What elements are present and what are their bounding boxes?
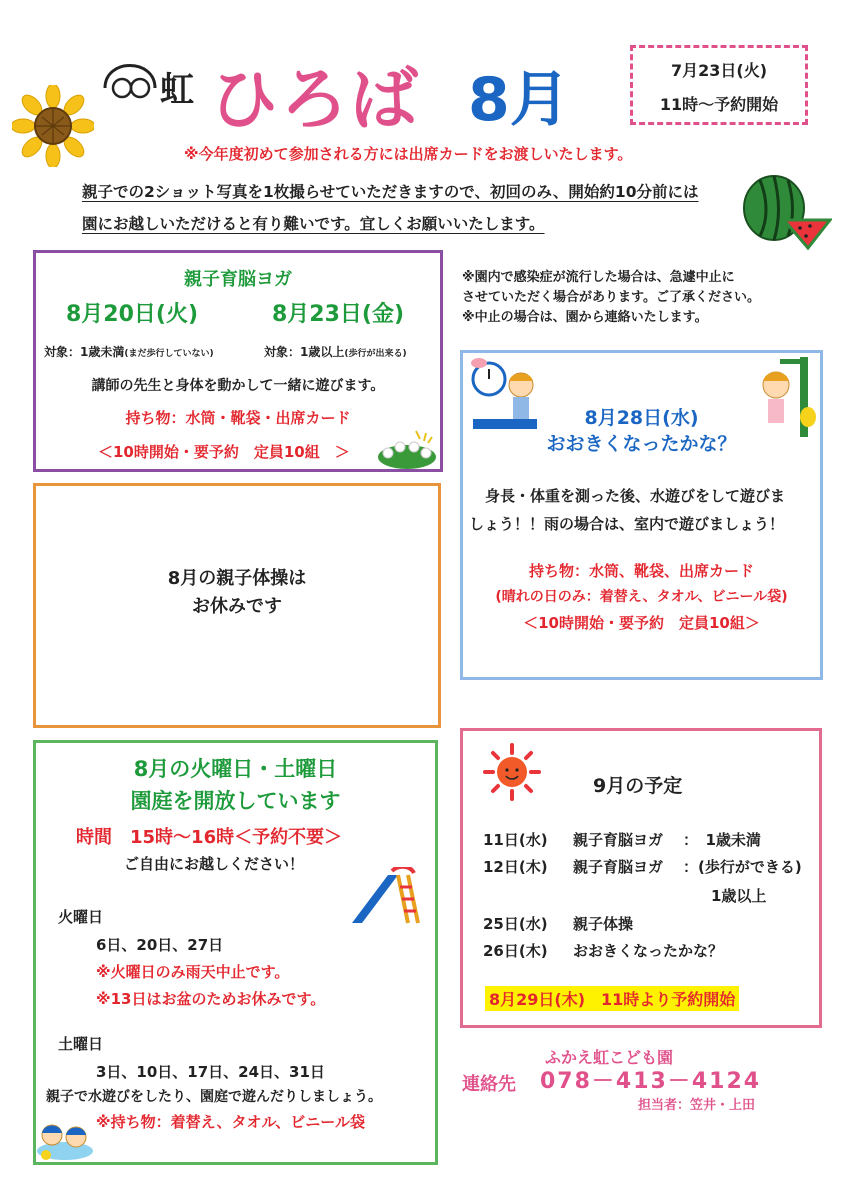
growth-check-section bbox=[460, 350, 823, 680]
header bbox=[0, 0, 848, 140]
schedule-event: おおきくなったかな？ bbox=[573, 942, 724, 960]
schedule-event: 親子体操 bbox=[573, 915, 634, 933]
saturday-label: 土曜日 bbox=[58, 1035, 104, 1053]
reservation-date: 7月23日(火) bbox=[670, 61, 768, 80]
saturday-description: 親子で水遊びをしたり、園庭で遊んだりしましょう。 bbox=[46, 1089, 382, 1105]
schedule-detail: ：(歩行ができる) bbox=[683, 858, 802, 876]
schedule-row bbox=[483, 829, 548, 850]
yoga-target-1 bbox=[44, 343, 214, 360]
first-time-notice: ※今年度初めて参加される方には出席カードをお渡しいたします。 bbox=[184, 145, 633, 163]
garden-welcome: ご自由にお越しください！ bbox=[124, 855, 305, 873]
contact-phone: 078－413－4124 bbox=[540, 1069, 762, 1094]
cancellation-note-2: させていただく場合があります。ご了承ください。 bbox=[462, 290, 760, 305]
tuesday-dates: 6日、20日、27日 bbox=[96, 936, 224, 954]
contact-staff: 担当者：笠井・上田 bbox=[638, 1098, 756, 1113]
yoga-date-2: 8月23日(金) bbox=[272, 302, 405, 327]
yoga-section bbox=[33, 250, 443, 472]
sun-icon bbox=[483, 743, 541, 801]
exercise-line-2: お休みです bbox=[192, 596, 282, 617]
slide-icon bbox=[348, 867, 428, 925]
exercise-section bbox=[33, 483, 441, 728]
growth-check-desc-2: しょう！！雨の場合は、室内で遊びましょう！ bbox=[469, 515, 785, 533]
watermelon-icon bbox=[740, 170, 832, 250]
rainbow-logo-icon bbox=[100, 48, 160, 108]
yoga-target-1-label: 対象：1歳未満 bbox=[44, 345, 125, 359]
exercise-line-1: 8月の親子体操は bbox=[167, 568, 307, 589]
growth-check-items-sunny: (晴れの日のみ：着替え、タオル、ビニール袋) bbox=[495, 589, 788, 605]
september-title: 9月の予定 bbox=[593, 775, 683, 797]
garden-title-1: 8月の火曜日・土曜日 bbox=[133, 757, 338, 781]
growth-check-date: 8月28日(水) bbox=[584, 407, 699, 429]
schedule-event: 親子育脳ヨガ bbox=[573, 858, 664, 876]
yoga-target-2 bbox=[264, 343, 407, 360]
schedule-event: 親子育脳ヨガ bbox=[573, 831, 664, 849]
yoga-date-1: 8月20日(火) bbox=[66, 302, 199, 327]
contact-label: 連絡先 bbox=[462, 1074, 516, 1095]
garden-time: 時間 15時～16時＜予約不要＞ bbox=[76, 827, 343, 848]
schedule-detail: ： 1歳未満 bbox=[683, 831, 761, 849]
tuesday-note-1: ※火曜日のみ雨天中止です。 bbox=[96, 963, 290, 981]
growth-check-reservation: ＜10時開始・要予約 定員10組＞ bbox=[523, 614, 760, 632]
yoga-target-2-note: (歩行が出来る) bbox=[344, 349, 407, 359]
flower-bush-icon bbox=[376, 429, 438, 469]
saturday-dates: 3日、10日、17日、24日、31日 bbox=[96, 1063, 325, 1081]
logo-kanji: 虹 bbox=[160, 70, 194, 110]
yoga-target-2-label: 対象：1歳以上 bbox=[264, 345, 345, 359]
reservation-time: 11時～予約開始 bbox=[659, 95, 779, 114]
schedule-date: 11日(水) bbox=[483, 831, 548, 849]
september-reservation: 8月29日(木) 11時より予約開始 bbox=[485, 986, 739, 1011]
month-title: 8月 bbox=[468, 65, 570, 135]
schedule-date: 12日(木) bbox=[483, 858, 548, 876]
growth-check-desc-1: 身長・体重を測った後、水遊びをして遊びま bbox=[485, 487, 786, 505]
yoga-title: 親子育脳ヨガ bbox=[184, 269, 292, 290]
children-swimming-icon bbox=[36, 1111, 94, 1161]
schedule-date: 25日(水) bbox=[483, 915, 548, 933]
september-section bbox=[460, 728, 822, 1028]
intro-line-2: 園にお越しいただけると有り難いです。宜しくお願いいたします。 bbox=[82, 215, 545, 233]
yoga-reservation: ＜10時開始・要予約 定員10組 ＞ bbox=[98, 443, 350, 461]
garden-open-section bbox=[33, 740, 438, 1165]
garden-title-2: 園庭を開放しています bbox=[130, 789, 341, 813]
schedule-detail: 1歳以上 bbox=[711, 887, 767, 905]
sunflower-icon bbox=[12, 85, 94, 167]
tuesday-note-2: ※13日はお盆のためお休みです。 bbox=[96, 990, 326, 1008]
schedule-date: 26日(木) bbox=[483, 942, 548, 960]
tuesday-label: 火曜日 bbox=[58, 908, 104, 926]
school-name: ふかえ虹こども園 bbox=[545, 1048, 674, 1067]
yoga-description: 講師の先生と身体を動かして一緒に遊びます。 bbox=[91, 378, 385, 394]
growth-check-title: おおきくなったかな？ bbox=[546, 433, 737, 455]
growth-check-items: 持ち物：水筒、靴袋、出席カード bbox=[528, 562, 754, 580]
intro-line-1: 親子での2ショット写真を1枚撮らせていただきますので、初回のみ、開始約10分前には bbox=[82, 183, 699, 201]
cancellation-note-1: ※園内で感染症が流行した場合は、急遽中止に bbox=[462, 270, 735, 285]
page-title: ひろば bbox=[210, 61, 421, 140]
yoga-items: 持ち物：水筒・靴袋・出席カード bbox=[125, 409, 351, 427]
reservation-box bbox=[630, 45, 808, 125]
saturday-items: ※持ち物：着替え、タオル、ビニール袋 bbox=[96, 1113, 365, 1131]
yoga-target-1-note: (まだ歩行していない) bbox=[124, 349, 214, 359]
cancellation-note-3: ※中止の場合は、園から連絡いたします。 bbox=[462, 310, 708, 325]
